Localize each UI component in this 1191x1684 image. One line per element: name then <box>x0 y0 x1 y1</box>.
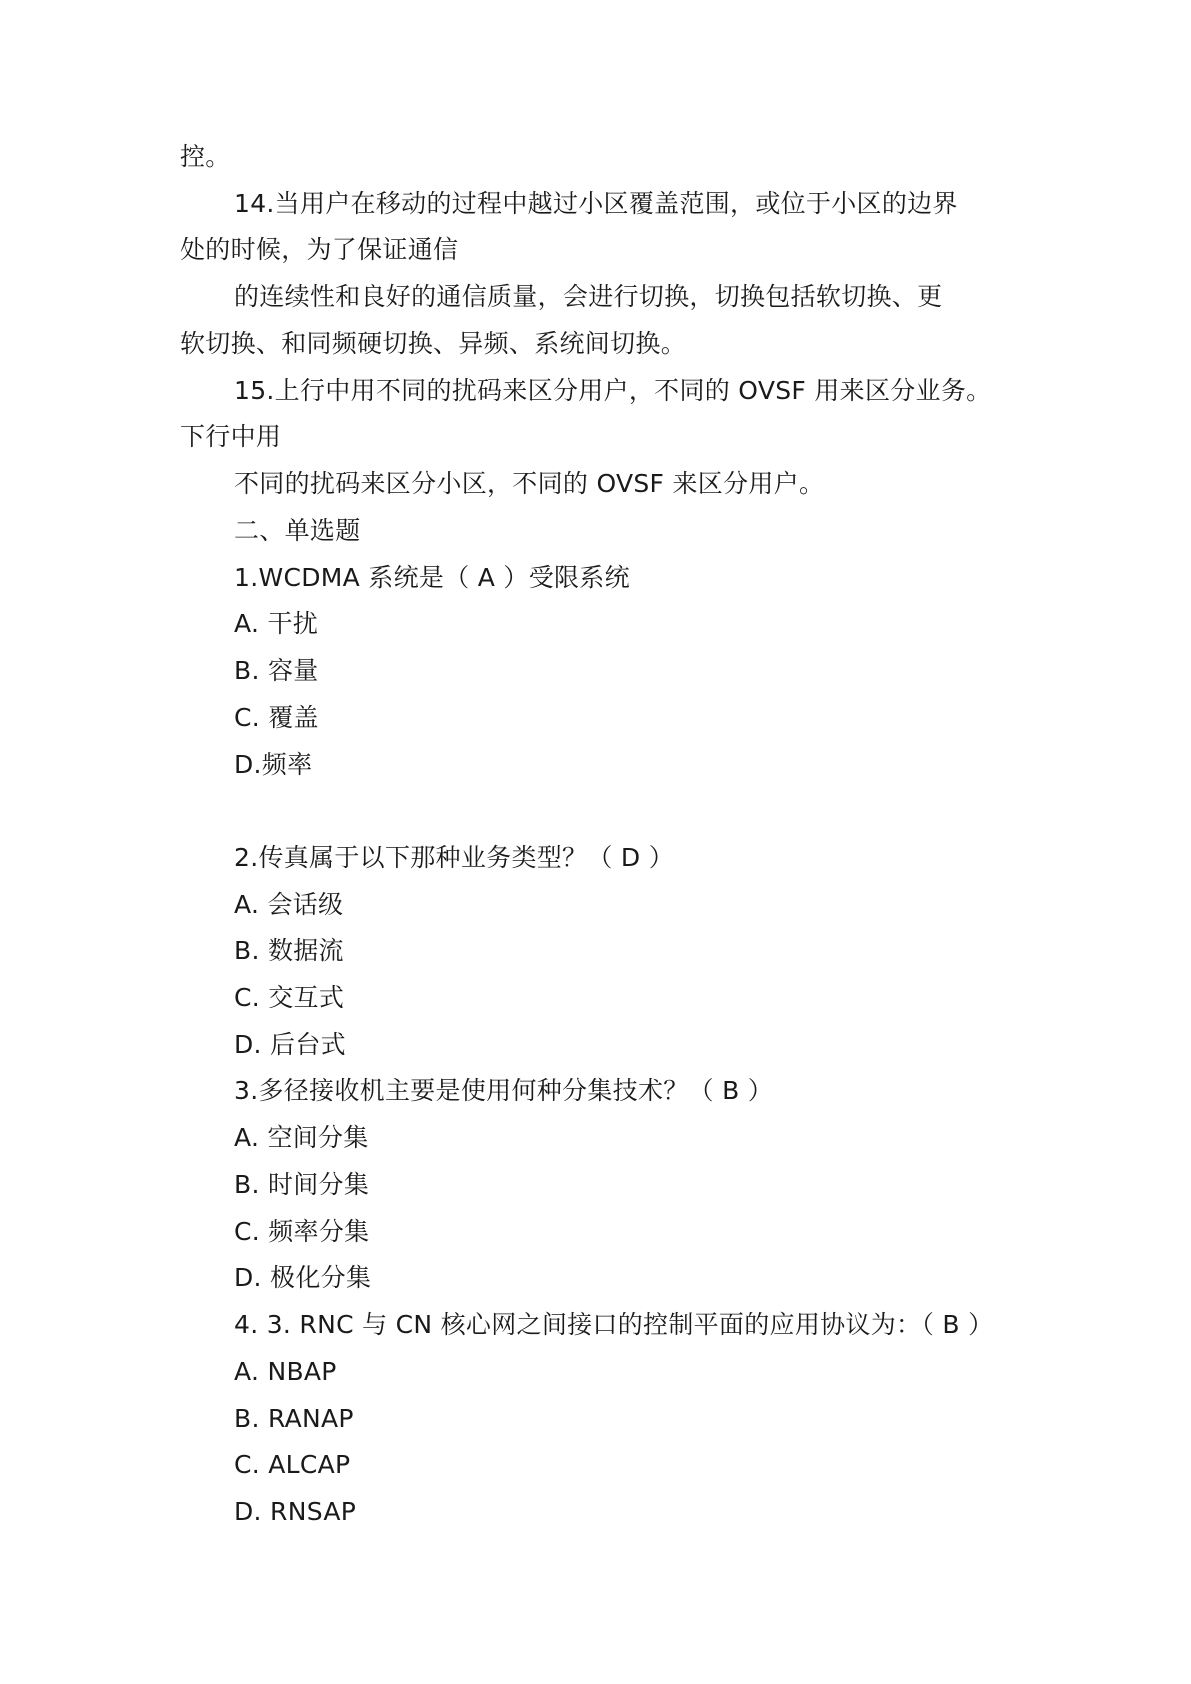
option-a: A. 干扰 <box>234 609 319 638</box>
option-d: D. RNSAP <box>234 1497 357 1526</box>
text-line: 控。 <box>180 142 231 171</box>
option-a: A. 会话级 <box>234 890 344 919</box>
option-d: D.频率 <box>234 750 313 779</box>
option-d: D. 极化分集 <box>234 1263 372 1292</box>
text-line: 不同的扰码来区分小区，不同的 OVSF 来区分用户。 <box>234 469 825 498</box>
option-b: B. 容量 <box>234 656 319 685</box>
option-d: D. 后台式 <box>234 1030 346 1059</box>
option-b: B. RANAP <box>234 1404 354 1433</box>
option-a: A. 空间分集 <box>234 1123 369 1152</box>
text-line: 的连续性和良好的通信质量，会进行切换，切换包括软切换、更 <box>234 282 943 311</box>
option-b: B. 时间分集 <box>234 1170 370 1199</box>
text-line: 处的时候，为了保证通信 <box>180 235 459 264</box>
option-b: B. 数据流 <box>234 936 344 965</box>
option-c: C. 交互式 <box>234 983 345 1012</box>
option-c: C. ALCAP <box>234 1450 351 1479</box>
option-a: A. NBAP <box>234 1357 337 1386</box>
text-line: 15.上行中用不同的扰码来区分用户，不同的 OVSF 用来区分业务。 <box>234 376 992 405</box>
question-3: 3.多径接收机主要是使用何种分集技术？（ B ） <box>234 1076 774 1105</box>
text-line: 下行中用 <box>180 422 282 451</box>
text-line: 14.当用户在移动的过程中越过小区覆盖范围，或位于小区的边界 <box>234 189 958 218</box>
option-c: C. 频率分集 <box>234 1217 370 1246</box>
question-4: 4. 3. RNC 与 CN 核心网之间接口的控制平面的应用协议为：（ B ） <box>234 1310 994 1339</box>
option-c: C. 覆盖 <box>234 703 319 732</box>
question-2: 2.传真属于以下那种业务类型？（ D ） <box>234 843 674 872</box>
section-heading: 二、单选题 <box>234 516 361 545</box>
question-1: 1.WCDMA 系统是（ A ）受限系统 <box>234 563 630 592</box>
text-line: 软切换、和同频硬切换、异频、系统间切换。 <box>180 329 687 358</box>
